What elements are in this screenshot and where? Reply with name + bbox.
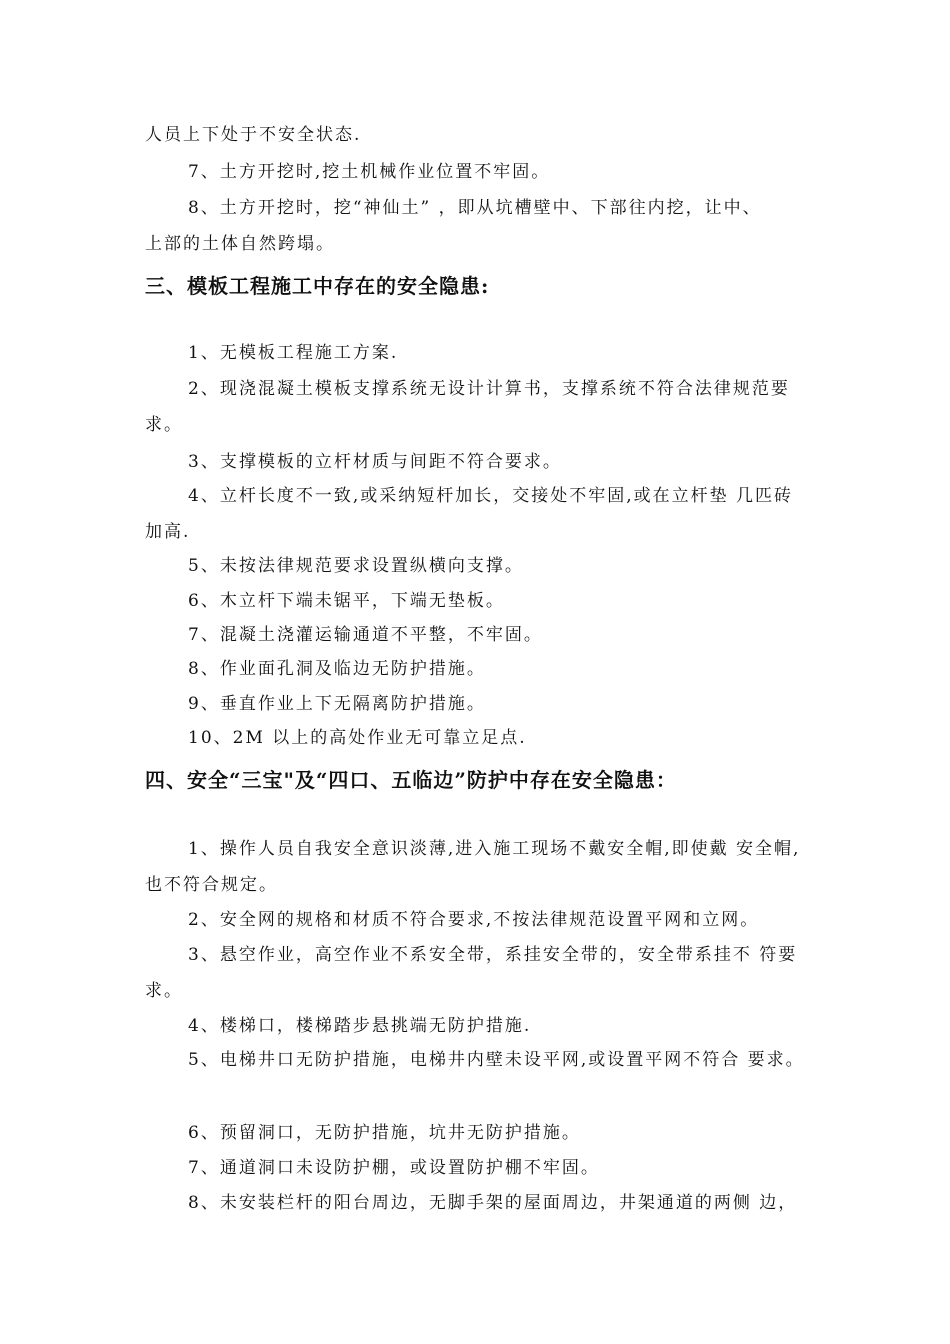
list-item: 1、操作人员自我安全意识淡薄,进入施工现场不戴安全帽,即使戴 安全帽, [188, 839, 801, 859]
list-item: 7、土方开挖时,挖土机械作业位置不牢固。 [188, 162, 551, 182]
list-item: 1、无模板工程施工方案. [188, 343, 399, 363]
text-line: 也不符合规定。 [145, 875, 278, 895]
list-item: 7、通道洞口未设防护棚，或设置防护棚不牢固。 [188, 1158, 600, 1178]
text-line: 加高. [145, 522, 191, 542]
list-item: 7、混凝土浇灌运输通道不平整，不牢固。 [188, 625, 543, 645]
text-line: 求。 [145, 981, 183, 1001]
list-item: 3、支撑模板的立杆材质与间距不符合要求。 [188, 452, 562, 472]
section-heading: 三、模板工程施工中存在的安全隐患: [145, 274, 490, 298]
list-item: 8、未安装栏杆的阳台周边，无脚手架的屋面周边，井架通道的两侧 边， [188, 1193, 798, 1213]
list-item: 8、土方开挖时，挖“神仙土” ，即从坑槽壁中、下部往内挖，让中、 [188, 198, 762, 218]
text-line: 求。 [145, 415, 183, 435]
text-line: 人员上下处于不安全状态. [145, 125, 362, 145]
list-item: 5、电梯井口无防护措施，电梯井内壁未设平网,或设置平网不符合 要求。 [188, 1050, 805, 1070]
list-item: 2、安全网的规格和材质不符合要求,不按法律规范设置平网和立网。 [188, 910, 760, 930]
list-item: 8、作业面孔洞及临边无防护措施。 [188, 659, 486, 679]
list-item: 4、立杆长度不一致,或采纳短杆加长，交接处不牢固,或在立杆垫 几匹砖 [188, 486, 794, 506]
list-item: 2、现浇混凝土模板支撑系统无设计计算书，支撑系统不符合法律规范要 [188, 379, 790, 399]
list-item: 6、木立杆下端未锯平，下端无垫板。 [188, 591, 505, 611]
list-item: 3、悬空作业，高空作业不系安全带，系挂安全带的，安全带系挂不 符要 [188, 945, 798, 965]
list-item: 5、未按法律规范要求设置纵横向支撑。 [188, 556, 524, 576]
list-item: 4、楼梯口，楼梯踏步悬挑端无防护措施. [188, 1016, 532, 1036]
section-heading: 四、安全“三宝"及“四口、五临边”防护中存在安全隐患： [145, 768, 677, 792]
list-item: 9、垂直作业上下无隔离防护措施。 [188, 694, 486, 714]
list-item: 6、预留洞口，无防护措施，坑井无防护措施。 [188, 1123, 581, 1143]
text-line: 上部的土体自然跨塌。 [145, 234, 335, 254]
list-item: 10、2M 以上的高处作业无可靠立足点. [188, 728, 527, 748]
